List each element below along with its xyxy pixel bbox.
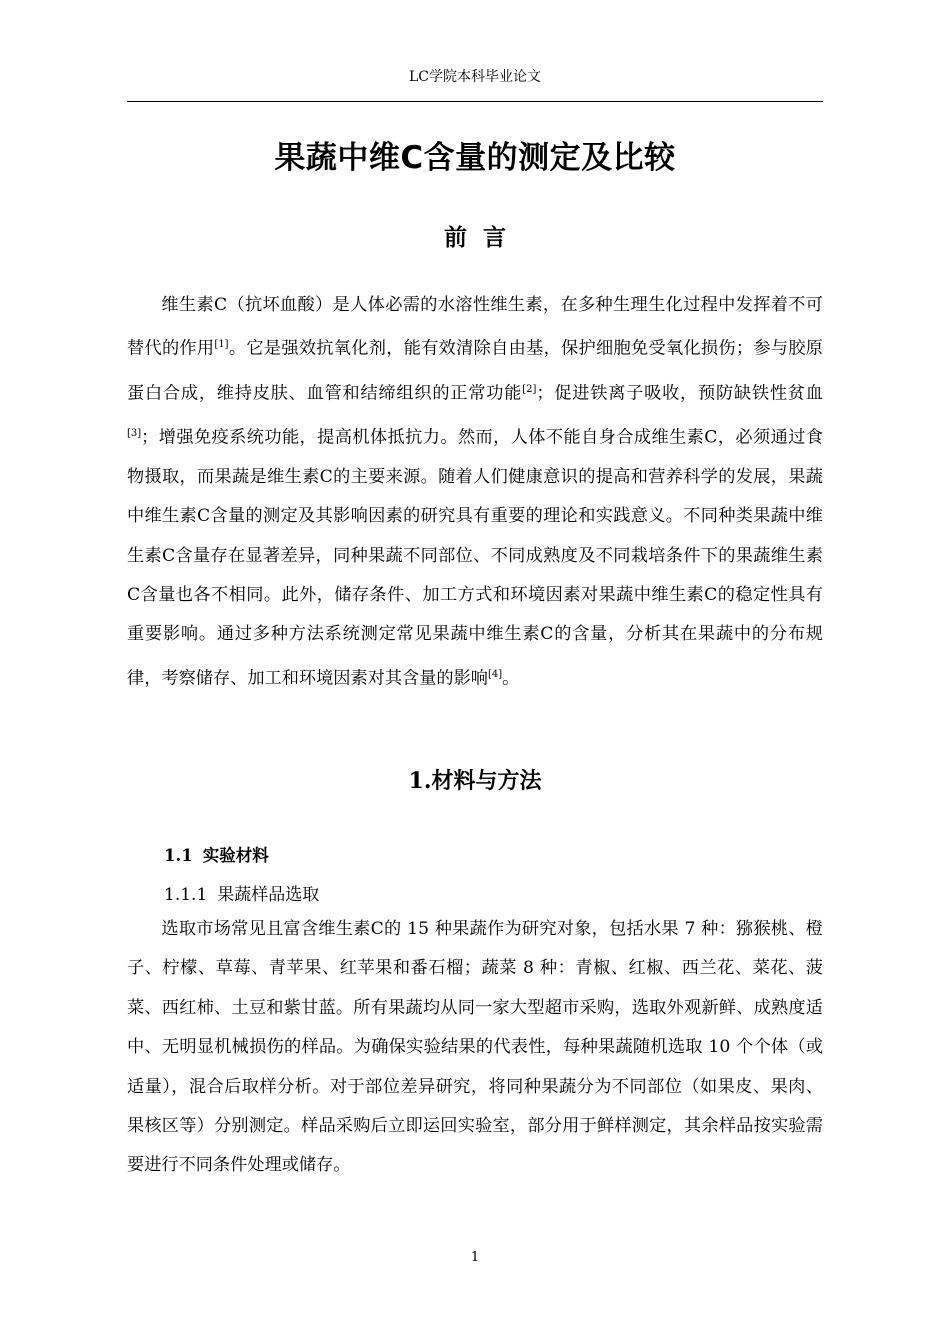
preface-paragraph: 维生素C（抗坏血酸）是人体必需的水溶性维生素，在多种生理生化过程中发挥着不可替代的作用[1]。它是强效抗氧化剂，能有效清除自由基，保护细胞免受氧化损伤；参与胶原蛋白合成，维持皮肤、血管和结缔组织的正常功能[2]；促进铁离子吸收，预防缺铁性贫血[3]；增强免疫系统功能，提高机体抵抗力。然而，人体不能自身合成维生素C，必须通过食物摄取，而果蔬是维生素C的主要来源。随着人们健康意识的提高和营养科学的发展，果蔬中维生素C含量的测定及其影响因素的研究具有重要的理论和实践意义。不同种类果蔬中维生素C含量存在显著差异，同种果蔬不同部位、不同成熟度及不同栽培条件下的果蔬维生素C含量也各不相同。此外，储存条件、加工方式和环境因素对果蔬中维生素C的稳定性具有重要影响。通过多种方法系统测定常见果蔬中维生素C的含量，分析其在果蔬中的分布规律，考察储存、加工和环境因素对其含量的影响[4]。: [127, 295, 823, 689]
paper-title: 果蔬中维C含量的测定及比较: [274, 140, 676, 176]
page-number: 1: [470, 1250, 480, 1265]
citation-marker: [1]: [214, 339, 229, 351]
citation-marker: [2]: [522, 383, 537, 395]
materials-paragraph: 选取市场常见且富含维生素C的 15 种果蔬作为研究对象，包括水果 7 种：猕猴桃、橙子、柠檬、草莓、青苹果、红苹果和番石榴；蔬菜 8 种：青椒、红椒、西兰花、菜花、菠菜、西红柿、土豆和紫甘蓝。所有果蔬均从同一家大型超市采购，选取外观新鲜、成熟度适中、无明显机械损伤的样品。为确保实验结果的代表性，每种果蔬随机选取 10 个个体（或适量），混合后取样分析。对于部位差异研究，将同种果蔬分为不同部位（如果皮、果肉、果核区等）分别测定。样品采购后立即运回实验室，部分用于鲜样测定，其余样品按实验需要进行不同条件处理或储存。: [127, 919, 823, 1176]
subsection-heading: [164, 842, 269, 866]
header-rule: [127, 101, 823, 102]
subsection-title: 实验材料: [202, 846, 269, 865]
subsubsection-heading: [164, 880, 319, 905]
citation-marker: [4]: [487, 668, 503, 680]
subsubsection-title: 果蔬样品选取: [217, 885, 320, 905]
section-heading: 1.材料与方法: [408, 768, 542, 794]
subsection-number: 1.1: [164, 846, 193, 865]
subsubsection-number: 1.1.1: [164, 885, 208, 905]
preface-heading: 前 言: [443, 225, 506, 251]
citation-marker: [3]: [127, 427, 142, 439]
running-header: LC学院本科毕业论文: [408, 69, 541, 85]
